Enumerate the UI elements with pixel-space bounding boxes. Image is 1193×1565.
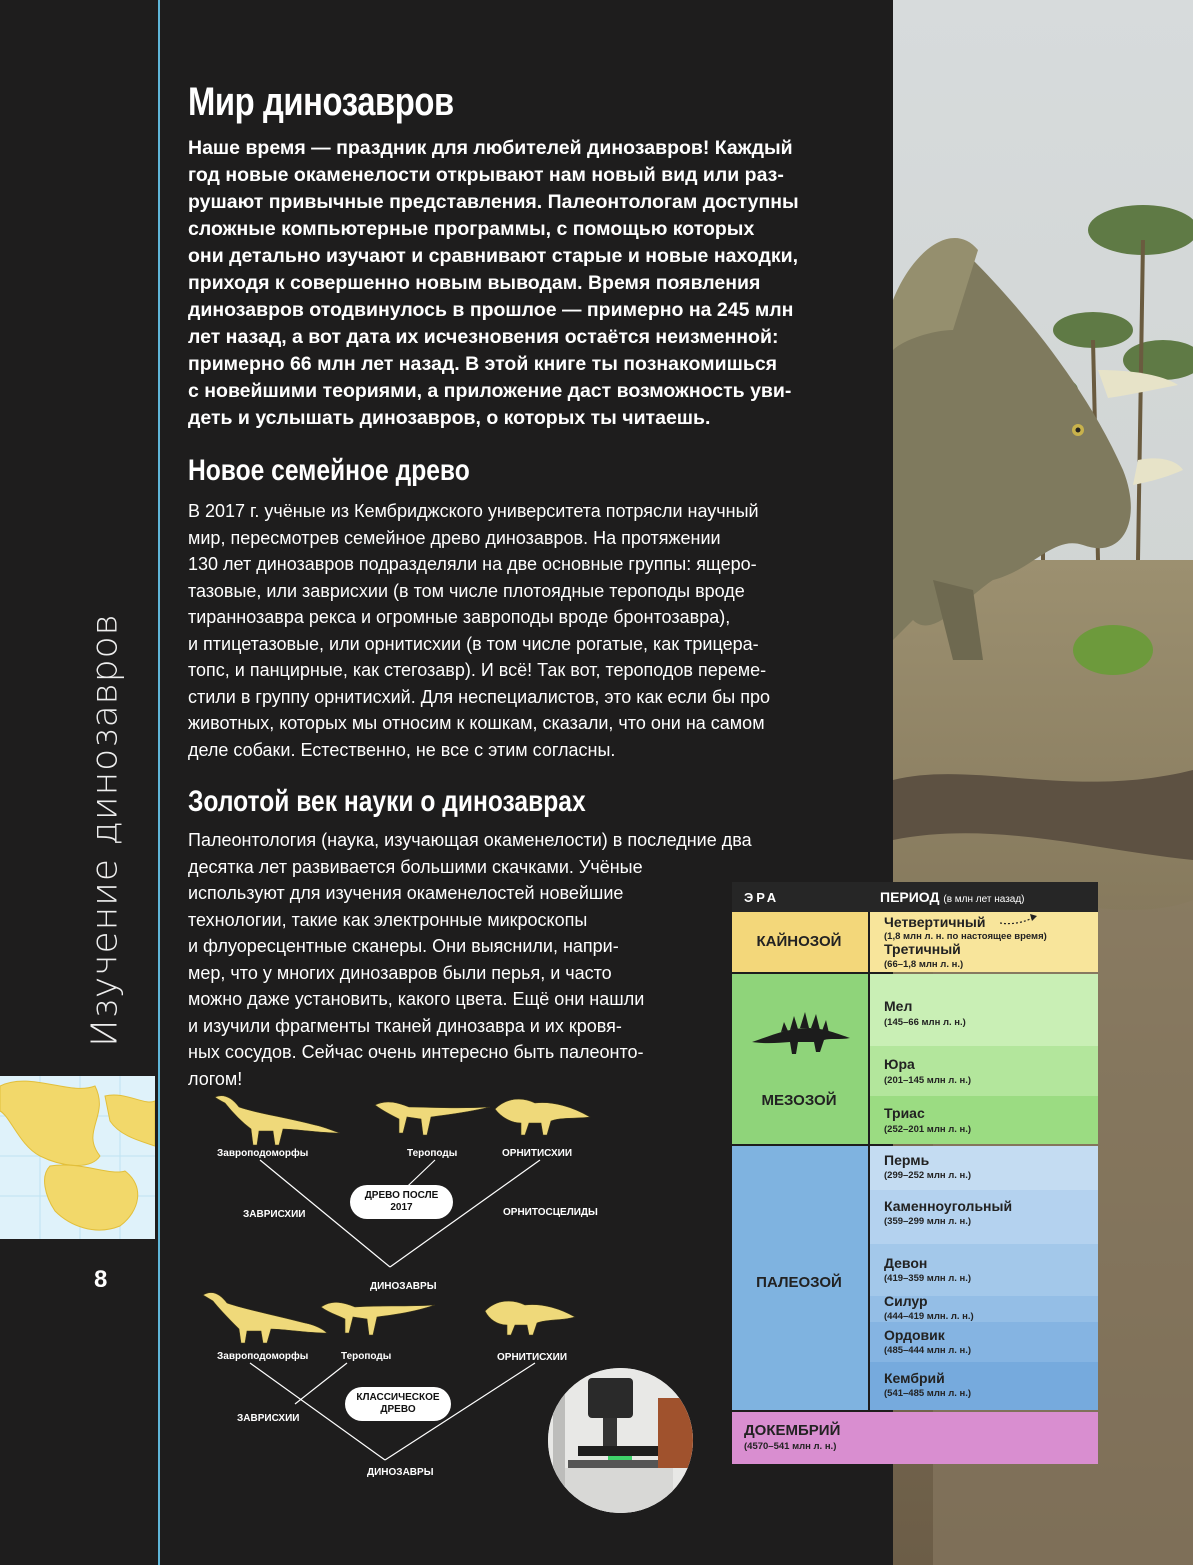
intro-line: приходя к совершенно новым выводам. Время появления — [188, 272, 761, 294]
section-title-new-tree: Новое семейное древо — [188, 454, 470, 487]
text-line: 130 лет динозавров подразделяли на две основные группы: ящеро- — [188, 554, 757, 574]
tree-new-label-saurischians: ЗАВРИСХИИ — [243, 1209, 306, 1220]
tree-new-badge: ДРЕВО ПОСЛЕ 2017 — [350, 1185, 453, 1219]
tree-classic-badge: КЛАССИЧЕСКОЕ ДРЕВО — [345, 1387, 451, 1421]
text-line: деле собаки. Естественно, не все с этим согласны. — [188, 739, 616, 760]
text-line: ных сосудов. Сейчас очень интересно быть палеонто- — [188, 1042, 644, 1062]
intro-line: они детально изучают и сравнивают старые и новые находки, — [188, 245, 798, 267]
intro-line: примерно 66 млн лет назад. В этой книге ты познакомишься — [188, 353, 778, 375]
tree-classic-label-theropods: Тероподы — [341, 1351, 392, 1362]
era-precambrian-range: (4570–541 млн л. н.) — [744, 1441, 837, 1452]
tree-new-root: ДИНОЗАВРЫ — [370, 1281, 437, 1292]
tree-new-label-sauropodomorphs: Завроподоморфы — [217, 1148, 309, 1159]
stegosaurus-icon — [750, 1010, 854, 1056]
geologic-timeline-table — [732, 882, 1098, 1464]
period-carboniferous-range: (359–299 млн л. н.) — [884, 1216, 972, 1227]
period-devonian-range: (419–359 млн л. н.) — [884, 1273, 972, 1284]
period-jurassic: Юра — [884, 1056, 915, 1072]
tree-new-label-theropods: Тероподы — [407, 1148, 458, 1159]
section-new-tree-text — [188, 498, 868, 763]
era-precambrian: ДОКЕМБРИЙ — [744, 1422, 841, 1439]
text-line: тираннозавра рекса и огромные завроподы вроде бронтозавра), — [188, 607, 731, 627]
period-quaternary-range: (1,8 млн л. н. по настоящее время) — [884, 931, 1047, 942]
intro-line: сложные компьютерные программы, с помощью которых — [188, 218, 755, 240]
period-permian: Пермь — [884, 1152, 930, 1168]
period-ordovician: Ордовик — [884, 1327, 945, 1343]
intro-line: лет назад, а вот дата их исчезновения остаётся неизменной: — [188, 326, 779, 348]
period-jurassic-range: (201–145 млн л. н.) — [884, 1075, 972, 1086]
world-map-thumbnail — [0, 1076, 155, 1239]
period-silurian: Силур — [884, 1293, 928, 1309]
text-line: тазовые, или заврисхии (в том числе плотоядные тероподы вроде — [188, 580, 745, 601]
intro-paragraph — [188, 135, 868, 432]
intro-line: с новейшими теориями, а приложение даст возможность уви- — [188, 380, 792, 402]
text-line: и изучили фрагменты тканей динозавра и их кровя- — [188, 1015, 622, 1036]
text-line: и птицетазовые, или орнитисхии (в том числе рогатые, как трицера- — [188, 633, 759, 654]
arrow-icon — [1000, 913, 1040, 927]
era-paleozoic: ПАЛЕОЗОЙ — [756, 1274, 842, 1291]
era-cell-mesozoic — [732, 974, 868, 1144]
page-title: Мир динозавров — [188, 80, 454, 124]
header-period-note: (в млн лет назад) — [943, 894, 1025, 905]
side-rule — [158, 0, 160, 1565]
period-triassic-range: (252–201 млн л. н.) — [884, 1124, 972, 1135]
intro-line: динозавров отодвинулось в прошлое — примерно на 245 млн — [188, 299, 794, 321]
period-carboniferous: Каменноугольный — [884, 1198, 1013, 1214]
text-line: топс, и панцирные, как стегозавр). И всё! Так вот, тероподов переме- — [188, 660, 767, 680]
tree-classic-label-saurischians: ЗАВРИСХИИ — [237, 1413, 300, 1424]
page-number: 8 — [94, 1266, 108, 1293]
intro-line: рушают привычные представления. Палеонтологам доступны — [188, 191, 799, 213]
tree-classic-root: ДИНОЗАВРЫ — [367, 1467, 434, 1478]
intro-line: Наше время — праздник для любителей динозавров! Каждый — [188, 137, 793, 159]
side-band — [0, 0, 158, 1565]
period-permian-range: (299–252 млн л. н.) — [884, 1170, 972, 1181]
header-period-label: ПЕРИОД — [880, 889, 940, 905]
intro-line: год новые окаменелости открывают нам новый вид или раз- — [188, 164, 784, 186]
text-line: технологии, такие как электронные микроскопы — [188, 909, 588, 930]
chapter-title: Изучение динозавров — [84, 613, 126, 1047]
era-mesozoic: МЕЗОЗОЙ — [761, 1092, 837, 1109]
period-cretaceous-range: (145–66 млн л. н.) — [884, 1017, 966, 1028]
timeline-header — [732, 882, 1098, 912]
tree-new-label-ornithoscelids: ОРНИТОСЦЕЛИДЫ — [503, 1207, 598, 1218]
period-tertiary: Третичный — [884, 941, 961, 957]
period-cretaceous: Мел — [884, 998, 913, 1014]
header-period — [880, 889, 1025, 905]
period-silurian-range: (444–419 млн. л. н.) — [884, 1311, 974, 1322]
text-line: логом! — [188, 1068, 243, 1089]
period-cambrian-range: (541–485 млн л. н.) — [884, 1388, 972, 1399]
header-era: ЭРА — [744, 890, 780, 905]
text-line: В 2017 г. учёные из Кембриджского университета потрясли научный — [188, 501, 759, 521]
tree-classic-label-sauropodomorphs: Завроподоморфы — [217, 1351, 309, 1362]
period-cambrian: Кембрий — [884, 1370, 945, 1386]
era-cenozoic: КАЙНОЗОЙ — [756, 933, 842, 950]
period-devonian: Девон — [884, 1255, 928, 1271]
text-line: мир, пересмотрев семейное древо динозавров. На протяжении — [188, 527, 721, 548]
text-line: Палеонтология (наука, изучающая окаменелости) в последние два — [188, 830, 752, 850]
text-line: мер, что у многих динозавров были перья, и часто — [188, 962, 612, 983]
period-triassic: Триас — [884, 1105, 925, 1121]
period-ordovician-range: (485–444 млн л. н.) — [884, 1345, 972, 1356]
text-line: животных, которых мы относим к кошкам, сказали, что они на самом — [188, 713, 765, 733]
text-line: стили в группу орнитисхий. Для неспециалистов, это как если бы про — [188, 686, 771, 707]
period-tertiary-range: (66–1,8 млн л. н.) — [884, 959, 964, 970]
microscope-photo — [548, 1368, 693, 1513]
text-line: можно даже установить, какого цвета. Ещё они нашли — [188, 989, 645, 1009]
text-line: и флуоресцентные сканеры. Они выяснили, напри- — [188, 936, 619, 956]
text-line: десятка лет развивается большими скачками. Учёные — [188, 856, 643, 877]
tree-new-label-ornithischians: ОРНИТИСХИИ — [502, 1148, 573, 1159]
intro-line: деть и услышать динозавров, о которых ты читаешь. — [188, 407, 711, 429]
period-quaternary: Четвертичный — [884, 914, 986, 930]
text-line: используют для изучения окаменелостей новейшие — [188, 883, 624, 903]
section-title-golden-age: Золотой век науки о динозаврах — [188, 785, 586, 818]
tree-classic-label-ornithischians: ОРНИТИСХИИ — [497, 1352, 568, 1363]
